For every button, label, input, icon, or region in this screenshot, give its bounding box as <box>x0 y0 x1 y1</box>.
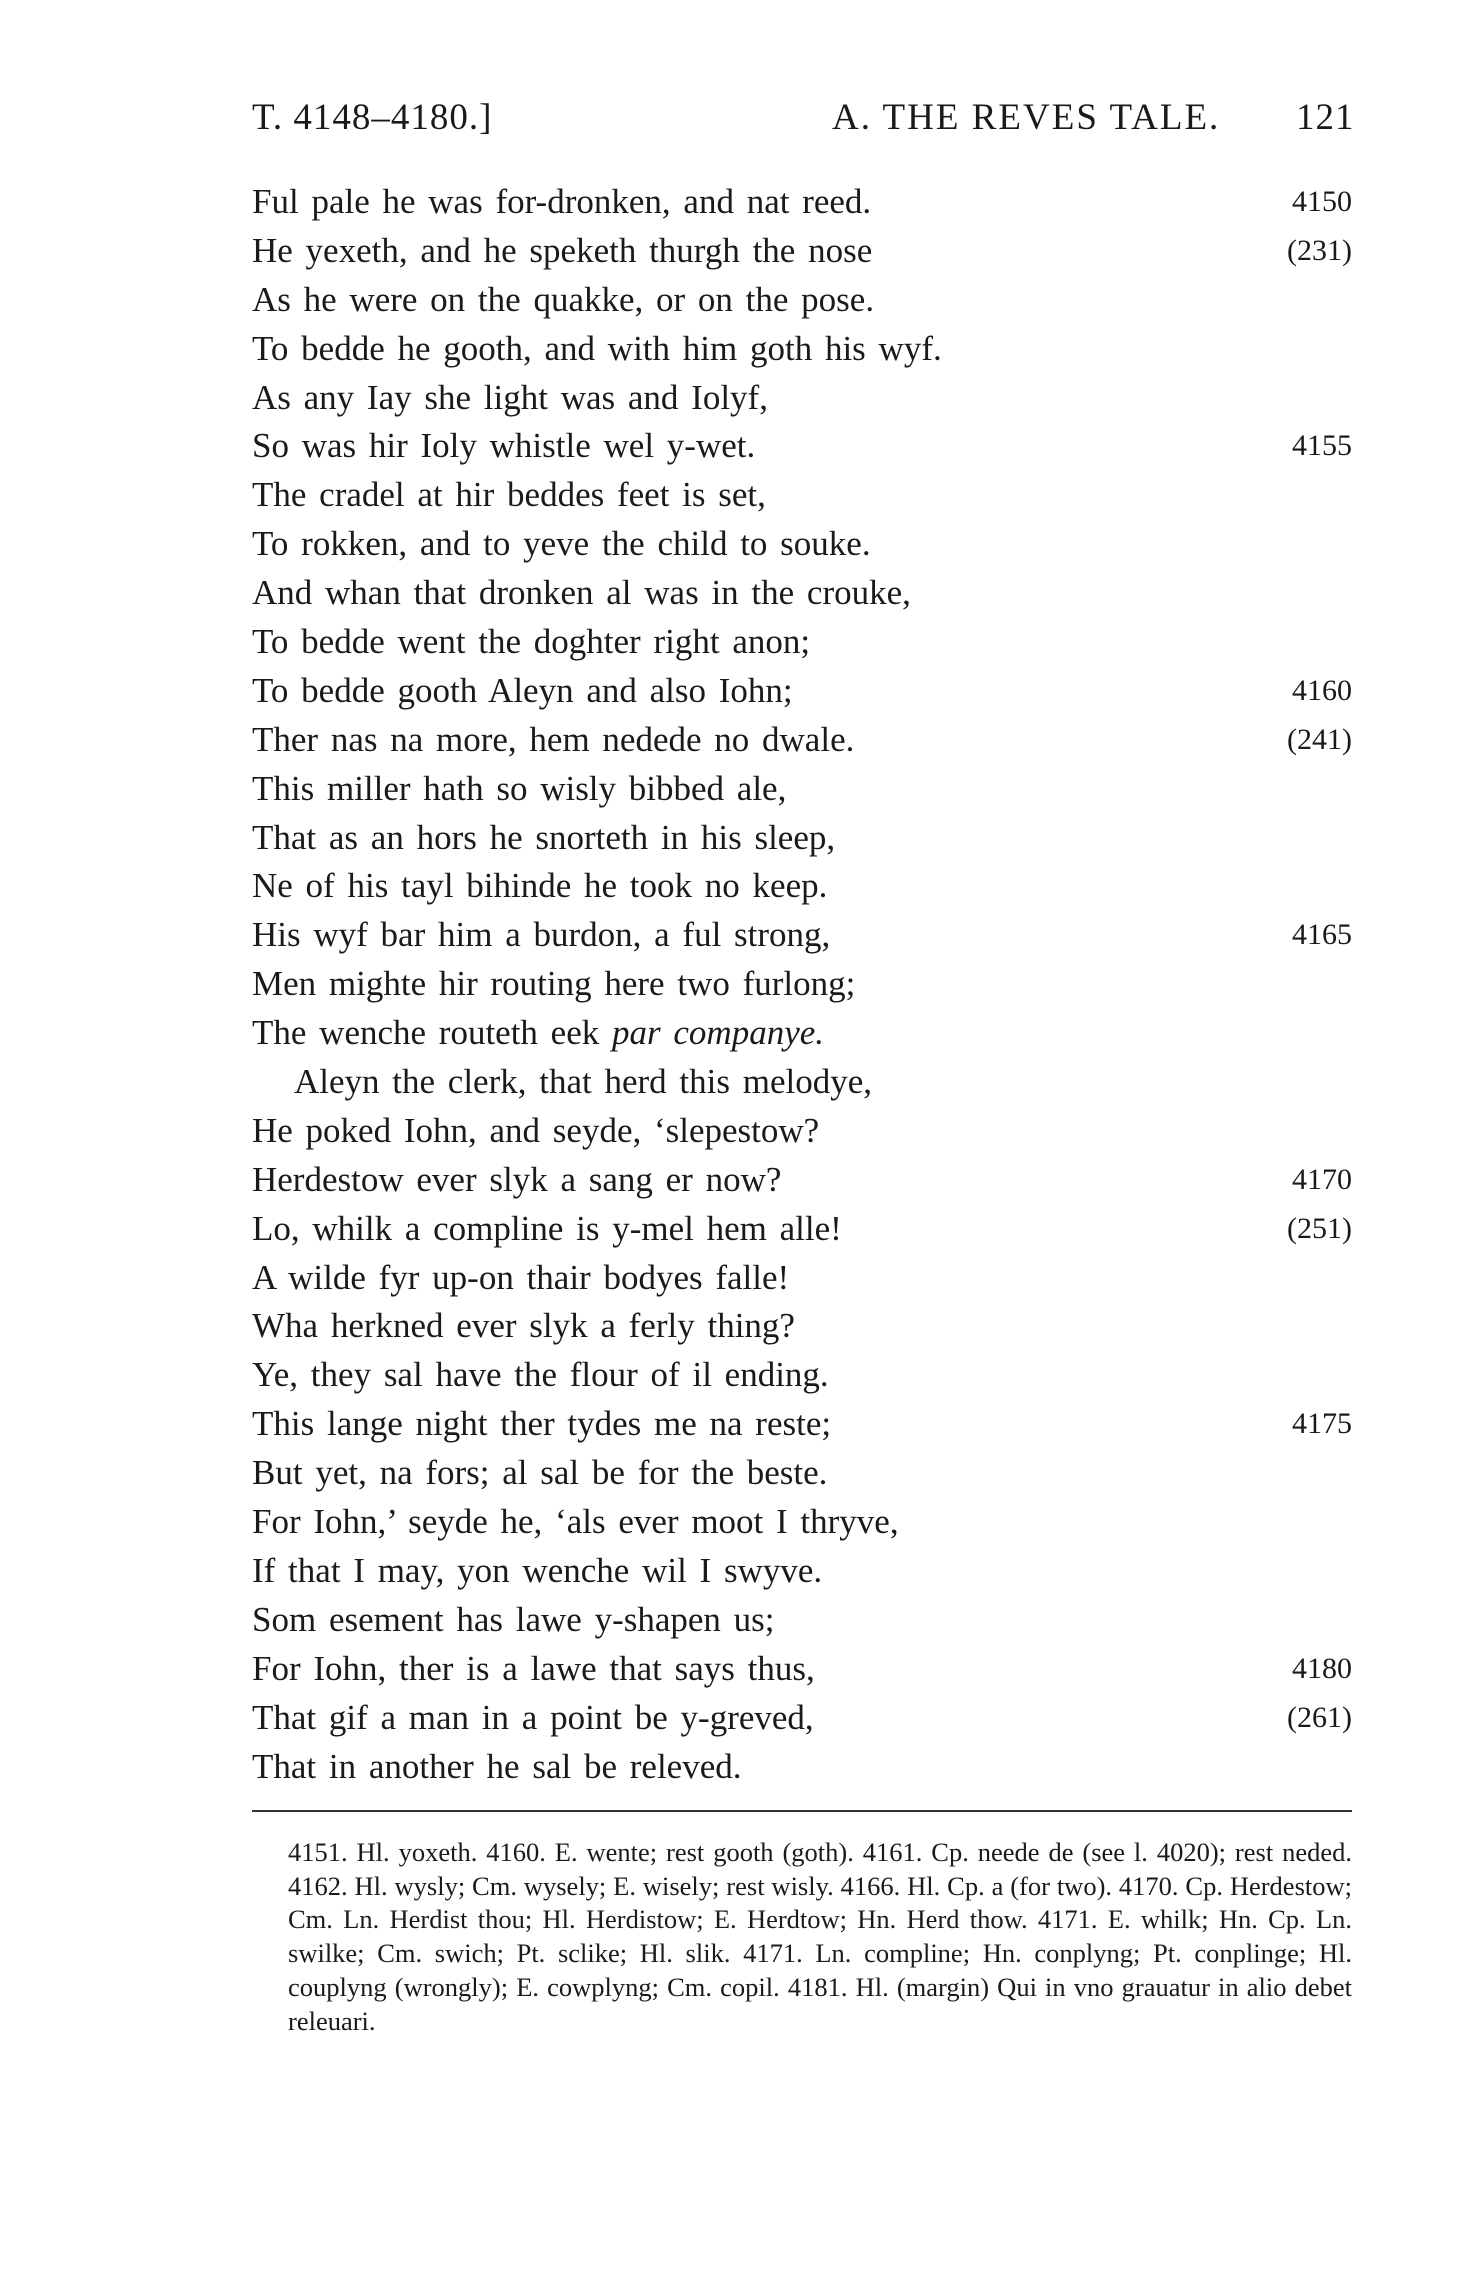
verse-text: The wenche routeth eek par companye. <box>252 1013 825 1053</box>
verse-text: Ne of his tayl bihinde he took no keep. <box>252 866 828 906</box>
verse-text: That gif a man in a point be y-greved, <box>252 1697 814 1737</box>
line-number: (241) <box>1287 722 1352 756</box>
line-number: 4150 <box>1292 185 1352 218</box>
poem-line <box>252 618 1352 667</box>
line-number: (231) <box>1287 233 1352 267</box>
poem-line <box>252 1694 1352 1743</box>
line-range: T. 4148–4180.] <box>252 97 493 138</box>
poem-line <box>252 520 1352 569</box>
poem-line <box>252 1058 1352 1107</box>
poem-line <box>252 276 1352 325</box>
line-number: (261) <box>1287 1700 1352 1734</box>
poem-line <box>252 227 1352 276</box>
verse-text: Herdestow ever slyk a sang er now? <box>252 1159 782 1199</box>
poem-line <box>252 1449 1352 1498</box>
poem-line <box>252 911 1352 960</box>
verse-text: His wyf bar him a burdon, a ful strong, <box>252 915 831 955</box>
poem-line <box>252 1498 1352 1547</box>
poem-line <box>252 374 1352 423</box>
verse-text: To bedde he gooth, and with him goth his wyf. <box>252 328 942 368</box>
verse-text: He poked Iohn, and seyde, ‘slepestow? <box>252 1110 820 1150</box>
footnotes <box>252 1836 1352 2038</box>
verse-text: So was hir Ioly whistle wel y-wet. <box>252 426 756 466</box>
poem-line <box>252 667 1352 716</box>
verse-text: This lange night ther tydes me na reste; <box>252 1404 832 1444</box>
poem-line <box>252 1400 1352 1449</box>
poem-line <box>252 716 1352 765</box>
poem-line <box>252 1107 1352 1156</box>
line-number: 4165 <box>1292 918 1352 952</box>
verse-text: Som esement has lawe y-shapen us; <box>252 1599 775 1639</box>
page-number: 121 <box>1296 97 1355 138</box>
verse-text: Ful pale he was for-dronken, and nat reed. <box>252 182 872 221</box>
poem-line <box>252 325 1352 374</box>
verse-text: That as an hors he snorteth in his sleep, <box>252 817 836 857</box>
poem-line <box>252 1156 1352 1205</box>
verse-text: As any Iay she light was and Iolyf, <box>252 377 768 417</box>
verse-text: Men mighte hir routing here two furlong; <box>252 964 856 1004</box>
footnote-divider <box>252 1810 1352 1812</box>
verse-text: To bedde gooth Aleyn and also Iohn; <box>252 670 793 710</box>
verse-text: For Iohn,’ seyde he, ‘als ever moot I thryve, <box>252 1502 899 1542</box>
poem-line <box>252 178 1352 227</box>
poem-line <box>252 1009 1352 1058</box>
verse-text: He yexeth, and he speketh thurgh the nose <box>252 230 873 270</box>
poem-line <box>252 1351 1352 1400</box>
poem-line <box>252 569 1352 618</box>
poem-line <box>252 1596 1352 1645</box>
verse-text: Aleyn the clerk, that herd this melodye, <box>294 1062 873 1102</box>
verse-text: A wilde fyr up-on thair bodyes falle! <box>252 1257 790 1297</box>
poem-line <box>252 1302 1352 1351</box>
poem-line <box>252 960 1352 1009</box>
poem-line <box>252 1254 1352 1303</box>
footnote-text: 4151. Hl. yoxeth. 4160. E. wente; rest gooth (goth). 4161. Cp. neede de (see l. 4020); rest neded. 4162. Hl. wysly; Cm. wysely; E. wisely; rest wisly. 4166. Hl. Cp. a (for two). 4170. Cp. Herdestow; Cm. Ln. Herdist thou; Hl. Herdistow; E. Herdtow; Hn. Herd thow. 4171. E. whilk; Hn. Cp. Ln. swilke; Cm. swich; Pt. sclike; Hl. slik. 4171. Ln. compline; Hn. conplyng; Pt. conplinge; Hl. couplyng (wrongly); E. cowplyng; Cm. copil. 4181. Hl. (margin) Qui in vno grauatur in alio debet releuari. <box>288 1837 1352 2036</box>
verse-text: But yet, na fors; al sal be for the beste. <box>252 1453 828 1493</box>
verse-text: That in another he sal be releved. <box>252 1746 742 1786</box>
poem-line <box>252 422 1352 471</box>
verse-text: And whan that dronken al was in the crouke, <box>252 573 911 613</box>
verse-text: To rokken, and to yeve the child to souke. <box>252 524 871 564</box>
poem-line <box>252 1547 1352 1596</box>
verse-text: For Iohn, ther is a lawe that says thus, <box>252 1648 815 1688</box>
poem-text <box>252 178 1352 1791</box>
verse-text: To bedde went the doghter right anon; <box>252 622 811 662</box>
poem-line <box>252 471 1352 520</box>
verse-text: Wha herkned ever slyk a ferly thing? <box>252 1306 795 1346</box>
verse-text: If that I may, yon wenche wil I swyve. <box>252 1550 823 1590</box>
line-number: 4155 <box>1292 429 1352 463</box>
verse-text: As he were on the quakke, or on the pose. <box>252 279 875 319</box>
page-title: A. THE REVES TALE. <box>832 97 1221 138</box>
poem-line <box>252 1743 1352 1792</box>
verse-text: This miller hath so wisly bibbed ale, <box>252 768 787 808</box>
poem-line <box>252 1645 1352 1694</box>
line-number: 4160 <box>1292 673 1352 707</box>
verse-text: The cradel at hir beddes feet is set, <box>252 475 766 515</box>
poem-line <box>252 1205 1352 1254</box>
line-number: 4175 <box>1292 1407 1352 1441</box>
poem-line <box>252 862 1352 911</box>
verse-text: Ther nas na more, hem nedede no dwale. <box>252 719 855 759</box>
poem-line <box>252 765 1352 814</box>
poem-line <box>252 814 1352 863</box>
line-number: 4170 <box>1292 1162 1352 1196</box>
line-number: 4180 <box>1292 1651 1352 1685</box>
verse-text: Ye, they sal have the flour of il ending. <box>252 1355 829 1395</box>
running-header <box>252 96 1355 146</box>
verse-text: Lo, whilk a compline is y-mel hem alle! <box>252 1208 842 1248</box>
line-number: (251) <box>1287 1211 1352 1245</box>
